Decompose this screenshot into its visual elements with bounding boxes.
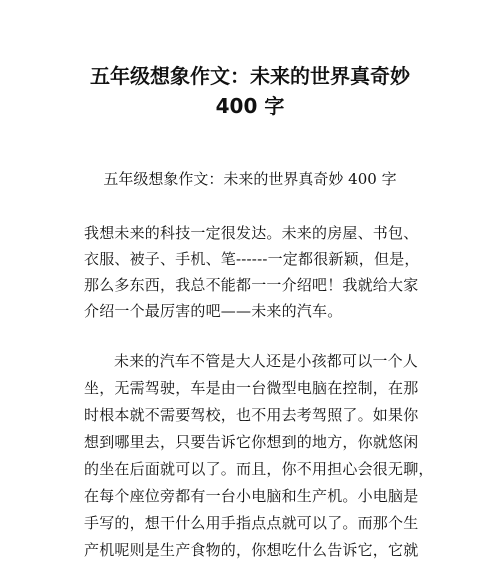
paragraph-1-line: 介绍一个最厉害的吧——未来的汽车。 — [84, 302, 343, 320]
paragraph-2-line: 的坐在后面就可以了。而且，你不用担心会很无聊， — [84, 460, 434, 478]
paragraph-1-line: 我想未来的科技一定很发达。未来的房屋、书包、 — [84, 224, 419, 242]
paragraph-2-line: 在每个座位旁都有一台小电脑和生产机。小电脑是 — [84, 487, 419, 505]
paragraph-1-line: 衣服、被子、手机、笔------一定都很新颖，但是， — [84, 250, 420, 268]
paragraph-2-line: 时根本就不需要驾校，也不用去考驾照了。如果你 — [84, 406, 419, 424]
paragraph-1-line: 那么多东西，我总不能都一一介绍吧！我就给大家 — [84, 276, 419, 294]
paragraph-2-line: 想到哪里去，只要告诉它你想到的地方，你就悠闲 — [84, 433, 419, 451]
paragraph-2-line: 手写的，想干什么用手指点点就可以了。而那个生 — [84, 514, 419, 532]
paragraph-2-line: 未来的汽车不管是大人还是小孩都可以一个人 — [114, 352, 419, 370]
document-title: 五年级想象作文：未来的世界真奇妙 — [90, 64, 410, 88]
paragraph-2-line: 产机呢则是生产食物的，你想吃什么告诉它，它就 — [84, 541, 419, 559]
essay-subtitle: 五年级想象作文：未来的世界真奇妙 400 字 — [103, 170, 397, 188]
document-title-word-count: 400 字 — [215, 94, 285, 118]
paragraph-2-line: 坐，无需驾驶，车是由一台微型电脑在控制，在那 — [84, 379, 419, 397]
